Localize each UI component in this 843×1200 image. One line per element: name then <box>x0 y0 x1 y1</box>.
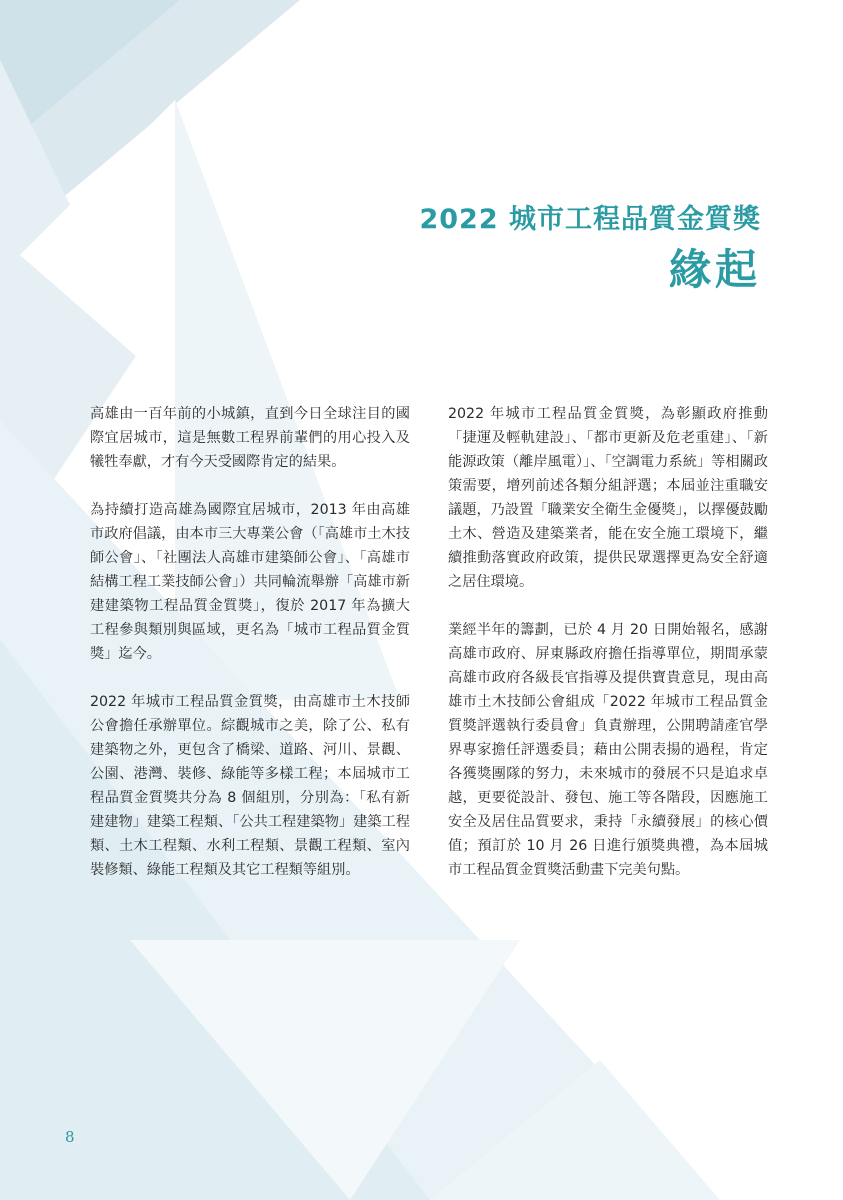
paragraph: 為持續打造高雄為國際宜居城市，2013 年由高雄市政府倡議，由本市三大專業公會（「高雄市土木技師公會」、「社團法人高雄市建築師公會」、「高雄市結構工程工業技師公會」）共同輪流舉辦「高雄市新建建築物工程品質金質獎」，復於 2017 年為擴大工程參與類別與區域，更名為「城市工程品質金質獎」迄今。 <box>90 502 410 662</box>
page-title-origin: 緣起 <box>668 245 761 294</box>
paragraph: 業經半年的籌劃，已於 4 月 20 日開始報名，感謝高雄市政府、屏東縣政府擔任指導單位，期間承蒙高雄市政府各級長官指導及提供寶貴意見，現由高雄市土木技師公會組成「2022 年城市工程品質金質獎評選執行委員會」負責辦理，公開聘請產官學界專家擔任評選委員；藉由公開表揚的過程，肯定各獲獎團隊的努力，未來城市的發展不只是追求卓越，更要從設計、發包、施工等各階段，因應施工安全及居住品質要求，秉持「永續發展」的核心價值；預訂於 10 月 26 日進行頒獎典禮，為本屆城市工程品質金質獎活動畫下完美句點。 <box>448 622 768 878</box>
title-block <box>419 200 761 298</box>
right-column <box>448 402 768 906</box>
page-number: 8 <box>65 1128 75 1146</box>
left-column <box>90 402 410 906</box>
paragraph: 2022 年城市工程品質金質獎，為彰顯政府推動「捷運及輕軌建設」、「都市更新及危老重建」、「新能源政策（離岸風電）」、「空調電力系統」等相關政策需要，增列前述各類分組評選；本屆並注重職安議題，乃設置「職業安全衛生金優獎」，以擇優鼓勵土木、營造及建築業者，能在安全施工環境下，繼續推動落實政府政策，提供民眾選擇更為安全舒適之居住環境。 <box>448 406 768 590</box>
page-title-award: 2022 城市工程品質金質獎 <box>419 204 761 235</box>
paragraph: 高雄由一百年前的小城鎮，直到今日全球注目的國際宜居城市，這是無數工程界前輩們的用心投入及犧牲奉獻，才有今天受國際肯定的結果。 <box>90 406 410 470</box>
paragraph: 2022 年城市工程品質金質獎，由高雄市土木技師公會擔任承辦單位。綜觀城市之美，除了公、私有建築物之外，更包含了橋梁、道路、河川、景觀、公園、港灣、裝修、綠能等多樣工程；本屆城市工程品質金質獎共分為 8 個組別，分別為：「私有新建建物」建築工程類、「公共工程建築物」建築工程類、土木工程類、水利工程類、景觀工程類、室內裝修類、綠能工程類及其它工程類等組別。 <box>90 694 410 878</box>
